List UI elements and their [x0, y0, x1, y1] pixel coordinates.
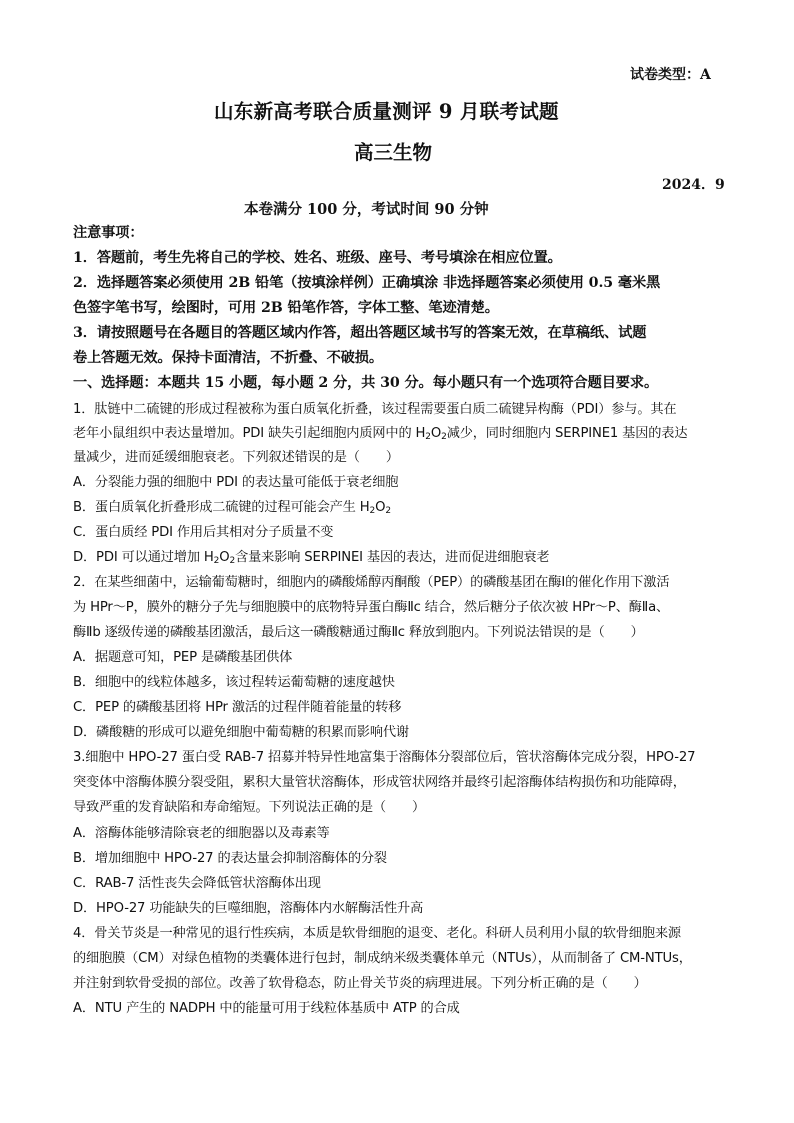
subscript: 2 — [369, 506, 376, 516]
q1-stem-line-2-text-c: 减少，同时细胞内 SERPINE1 基因的表达 — [446, 426, 688, 441]
q3-option-b: B．增加细胞中 HPO-27 的表达量会抑制溶酶体的分裂 — [73, 851, 387, 866]
q3-stem-line-1: 3.细胞中 HPO-27 蛋白受 RAB-7 招募并特异性地富集于溶酶体分裂部位后，管状溶酶体完成分裂，HPO-27 — [73, 750, 696, 765]
q2-stem-line-1: 2．在某些细菌中，运输葡萄糖时，细胞内的磷酸烯醇丙酮酸（PEP）的磷酸基团在酶Ⅰ的催化作用下激活 — [73, 575, 670, 590]
q1-option-d-text-c: 含量来影响 SERPINEI 基因的表达，进而促进细胞衰老 — [235, 550, 550, 565]
section-1-heading: 一、选择题：本题共 15 小题，每小题 2 分，共 30 分。每小题只有一个选项符合题目要求。 — [73, 375, 659, 391]
q2-option-a: A．据题意可知，PEP 是磷酸基团供体 — [73, 650, 293, 665]
q1-stem-line-2-text-b: O — [430, 426, 442, 441]
notice-item-3-line-1: 3．请按照题号在各题目的答题区域内作答，超出答题区域书写的答案无效，在草稿纸、试题 — [73, 325, 647, 341]
score-info: 本卷满分 100 分，考试时间 90 分钟 — [244, 201, 489, 218]
q4-stem-line-2: 的细胞膜（CM）对绿色植物的类囊体进行包封，制成纳米级类囊体单元（NTUs），从而制备了 CM-NTUs， — [73, 951, 692, 966]
notice-heading: 注意事项： — [73, 225, 144, 241]
paper-type: 试卷类型：A — [630, 67, 711, 83]
subscript: 2 — [425, 432, 431, 442]
q3-option-c: C．RAB-7 活性丧失会降低管状溶酶体出现 — [73, 876, 321, 891]
page-subtitle: 高三生物 — [354, 141, 433, 164]
q1-option-d-text-a: D．PDI 可以通过增加 H — [73, 550, 214, 565]
q1-option-b-text-a: B．蛋白质氧化折叠形成二硫键的过程可能会产生 H — [73, 500, 370, 515]
q4-stem-line-3: 并注射到软骨受损的部位。改善了软骨稳态，防止骨关节炎的病理进展。下列分析正确的是（ ） — [73, 976, 647, 991]
subscript: 2 — [441, 432, 447, 442]
q1-option-a: A．分裂能力强的细胞中 PDI 的表达量可能低于衰老细胞 — [73, 475, 399, 490]
q1-option-d — [73, 546, 549, 566]
notice-item-3-line-2: 卷上答题无效。保持卡面清洁，不折叠、不破损。 — [73, 350, 383, 366]
subscript: 2 — [229, 556, 236, 566]
q3-option-a: A．溶酶体能够清除衰老的细胞器以及毒素等 — [73, 826, 330, 841]
q3-stem-line-2: 突变体中溶酶体膜分裂受阻，累积大量管状溶酶体，形成管状网络并最终引起溶酶体结构损伤和功能障碍， — [73, 775, 686, 790]
q1-stem-line-3: 量减少，进而延缓细胞衰老。下列叙述错误的是（ ） — [73, 450, 399, 465]
q1-stem-line-2 — [73, 422, 687, 442]
q1-stem-line-1: 1．肽链中二硫键的形成过程被称为蛋白质氧化折叠，该过程需要蛋白质二硫键异构酶（PDI）参与。其在 — [73, 402, 677, 417]
notice-item-2-line-2: 色签字笔书写，绘图时，可用 2B 铅笔作答，字体工整、笔迹清楚。 — [73, 300, 499, 316]
q4-stem-line-1: 4．骨关节炎是一种常见的退行性疾病，本质是软骨细胞的退变、老化。科研人员利用小鼠的软骨细胞来源 — [73, 926, 681, 941]
q1-option-b-text-b: O — [375, 500, 386, 515]
q2-stem-line-2: 为 HPr～P，膜外的糖分子先与细胞膜中的底物特异蛋白酶Ⅱc 结合，然后糖分子依次被 HPr～P、酶Ⅱa、 — [73, 600, 670, 615]
subscript: 2 — [385, 506, 391, 516]
q2-option-b: B．细胞中的线粒体越多，该过程转运葡萄糖的速度越快 — [73, 675, 395, 690]
notice-item-1: 1．答题前，考生先将自己的学校、姓名、班级、座号、考号填涂在相应位置。 — [73, 250, 562, 266]
q4-option-a: A．NTU 产生的 NADPH 中的能量可用于线粒体基质中 ATP 的合成 — [73, 1001, 460, 1016]
q1-option-c: C．蛋白质经 PDI 作用后其相对分子质量不变 — [73, 525, 334, 540]
q3-stem-line-3: 导致严重的发育缺陷和寿命缩短。下列说法正确的是（ ） — [73, 800, 426, 815]
notice-item-2-line-1: 2．选择题答案必须使用 2B 铅笔（按填涂样例）正确填涂 非选择题答案必须使用 0.5 毫米黑 — [73, 275, 661, 291]
q2-stem-line-3: 酶Ⅱb 逐级传递的磷酸基团激活，最后这一磷酸糖通过酶Ⅱc 释放到胞内。下列说法错误的是（ ） — [73, 625, 644, 640]
q1-stem-line-2-text-a: 老年小鼠组织中表达量增加。PDI 缺失引起细胞内质网中的 H — [73, 426, 426, 441]
subscript: 2 — [213, 556, 220, 566]
q2-option-d: D．磷酸糖的形成可以避免细胞中葡萄糖的积累而影响代谢 — [73, 725, 409, 740]
q2-option-c: C．PEP 的磷酸基团将 HPr 激活的过程伴随着能量的转移 — [73, 700, 402, 715]
q1-option-d-text-b: O — [219, 550, 230, 565]
exam-date: 2024．9 — [662, 177, 725, 193]
page-title: 山东新高考联合质量测评 9 月联考试题 — [214, 100, 559, 123]
q3-option-d: D．HPO-27 功能缺失的巨噬细胞，溶酶体内水解酶活性升高 — [73, 901, 424, 916]
q1-option-b — [73, 496, 391, 516]
